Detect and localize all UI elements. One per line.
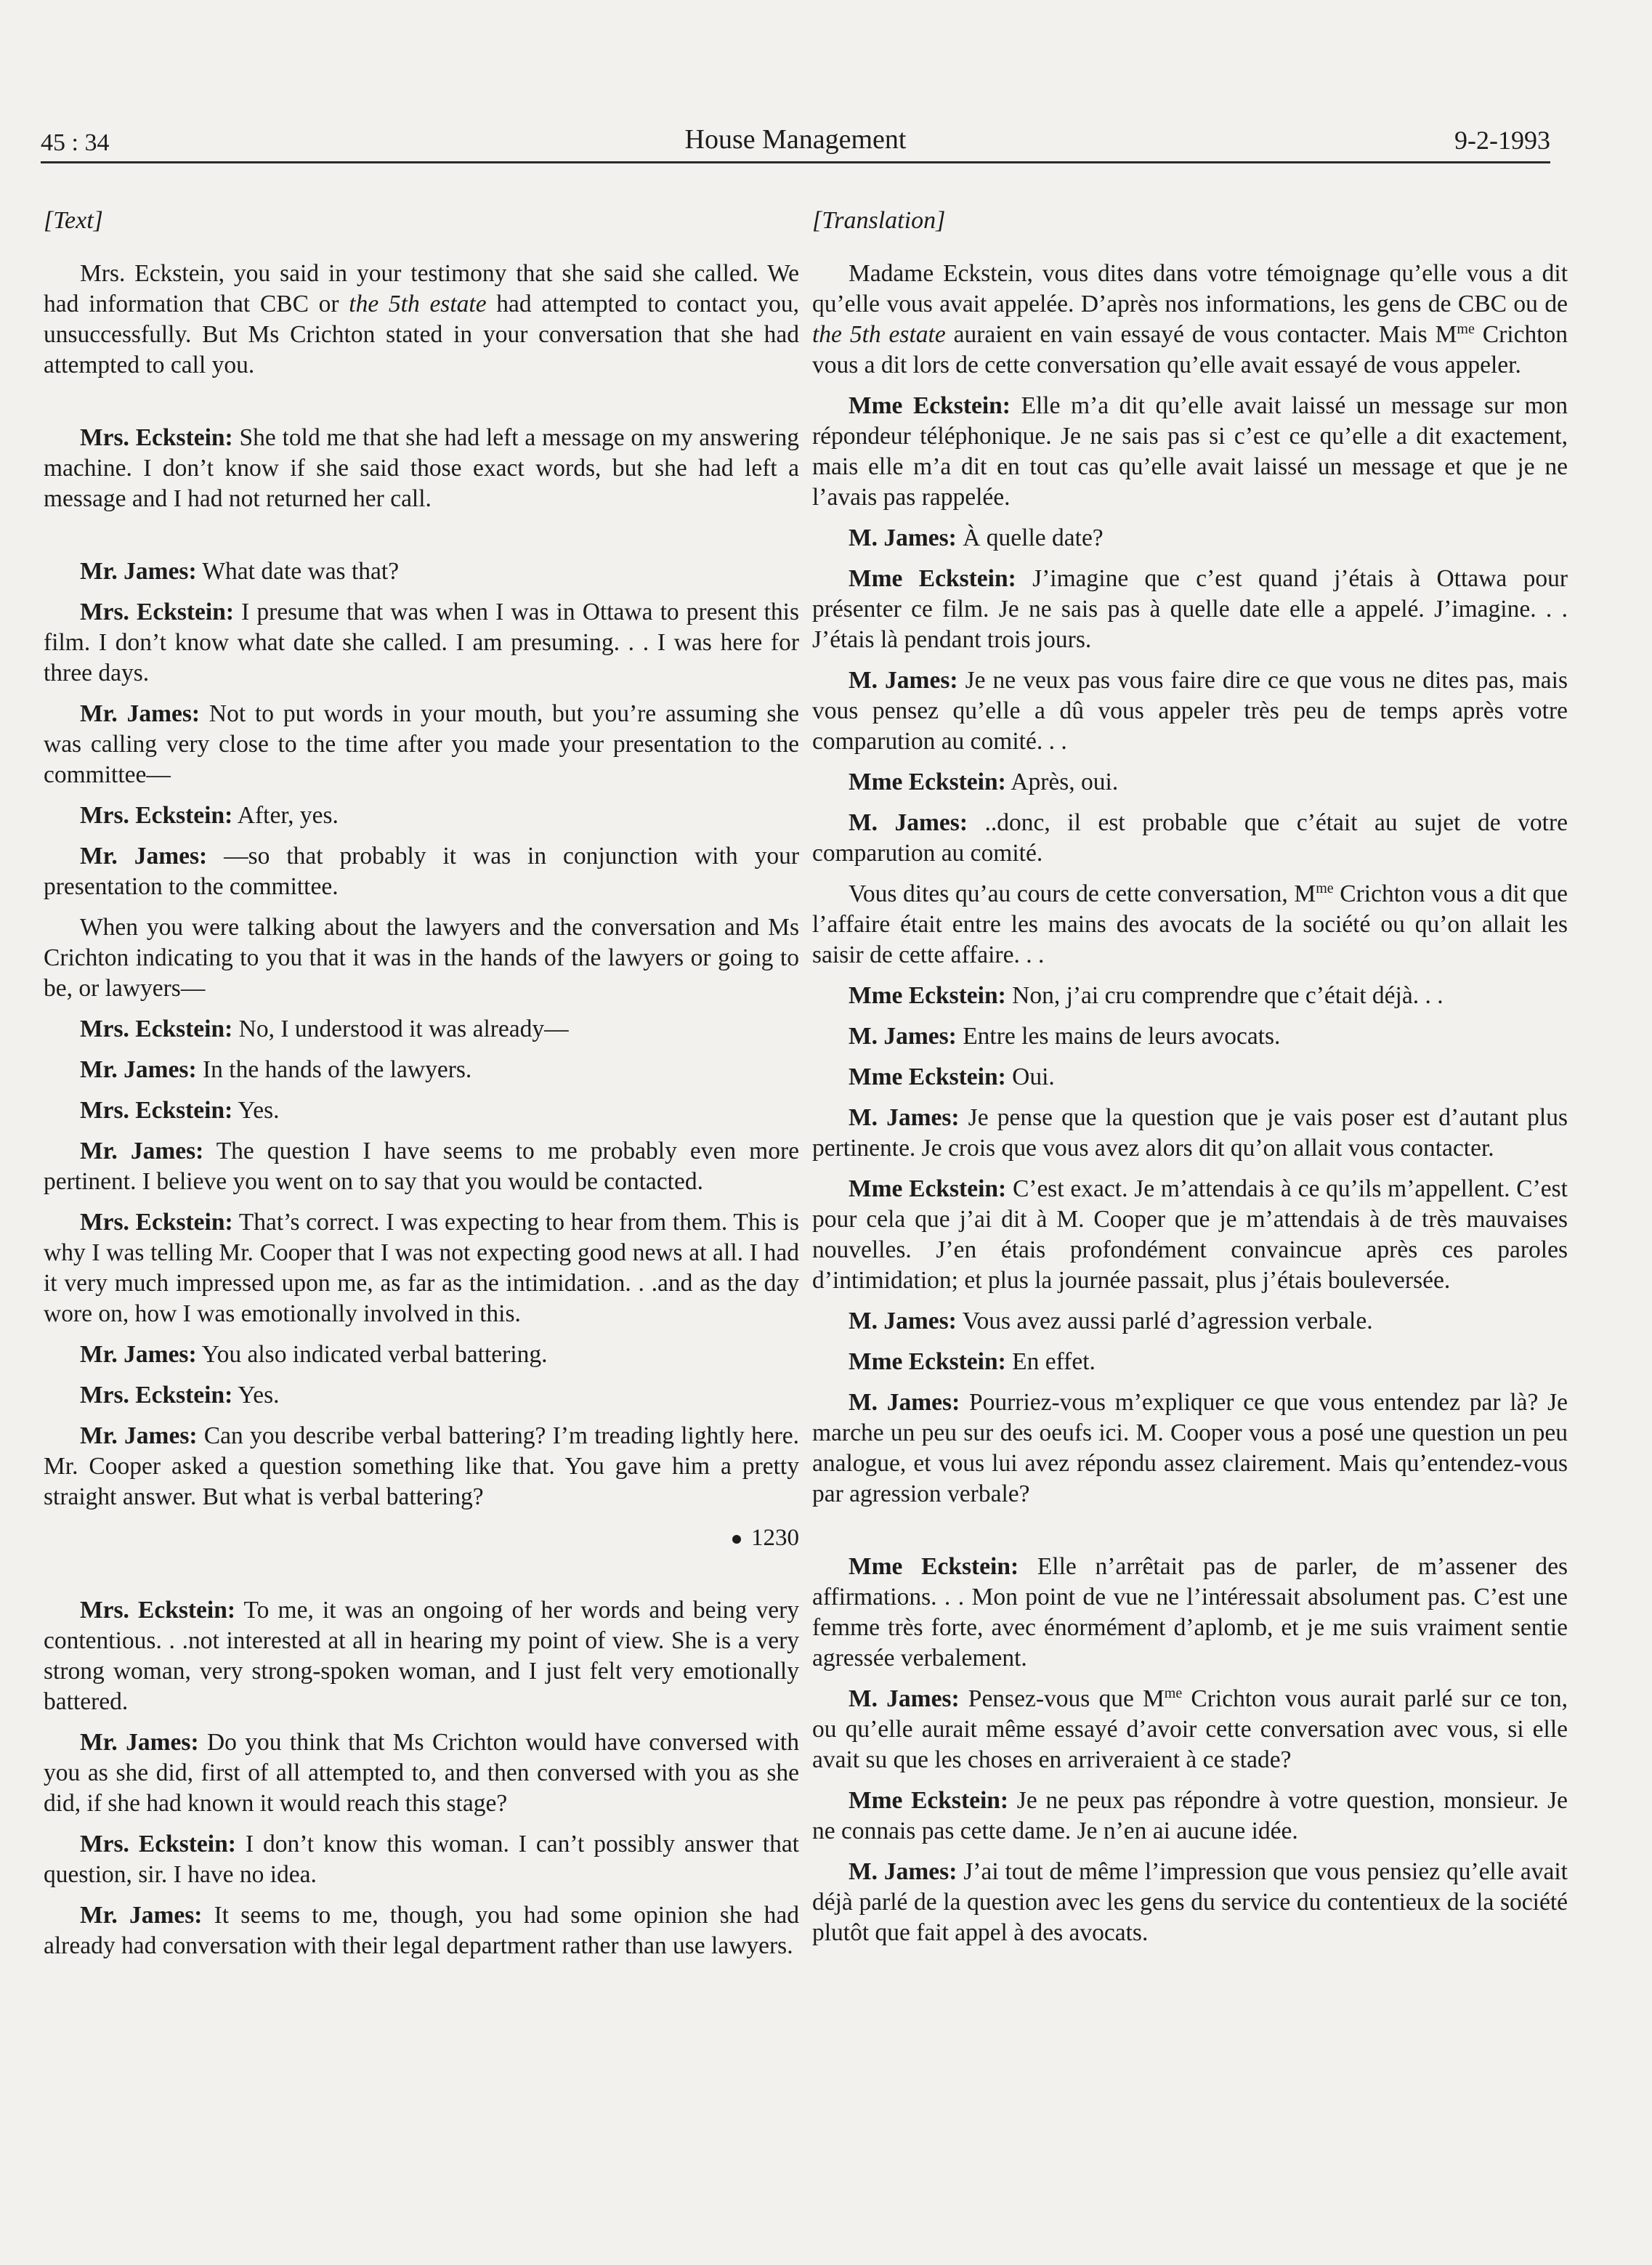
paragraph: M. James: Vous avez aussi parlé d’agression verbale. [849, 1308, 1373, 1334]
speaker: Mrs. Eckstein: [80, 1016, 233, 1042]
paragraph: M. James: Je pense que la question que je vais poser est d’autant plus pertinente. Je crois que vous avez alors dit qu’on allait vous contacter. [812, 1104, 1568, 1162]
english-column [44, 205, 799, 1972]
paragraph: Mme Eckstein: Oui. [849, 1063, 1055, 1090]
column-tag: [Translation] [812, 207, 946, 234]
paragraph: Mme Eckstein: Elle n’arrêtait pas de parler, de m’assener des affirmations. . . Mon point de vue ne l’intéressait absolument pas. C’est une femme très forte, avec énormément d’aplomb, et je me suis vraiment sentie agressée verbalement. [812, 1553, 1568, 1672]
paragraph: Mrs. Eckstein: I presume that was when I was in Ottawa to present this film. I don’t know what date she called. I am presuming. . . I was here for three days. [44, 599, 799, 686]
page-date: 9-2-1993 [1454, 126, 1550, 155]
speaker: Mme Eckstein: [849, 1063, 1006, 1090]
paragraph: Mrs. Eckstein: No, I understood it was already— [80, 1016, 569, 1042]
speaker: Mrs. Eckstein: [80, 1209, 233, 1236]
speaker: M. James: [849, 1308, 957, 1334]
paragraph: M. James: Entre les mains de leurs avocats. [849, 1023, 1281, 1050]
paragraph: Mr. James: It seems to me, though, you had some opinion she had already had conversation with their legal department rather than use lawyers. [44, 1902, 799, 1959]
speaker: Mr. James: [80, 1729, 199, 1756]
speaker: Mr. James: [80, 558, 197, 585]
paragraph: Mr. James: —so that probably it was in conjunction with your presentation to the committee. [44, 843, 799, 900]
speaker: M. James: [849, 1685, 960, 1712]
paragraph: Mrs. Eckstein: After, yes. [80, 802, 339, 829]
speaker: Mrs. Eckstein: [80, 1831, 236, 1857]
paragraph: M. James: Pensez-vous que $M^{me}$ Crichton vous aurait parlé sur ce ton, ou qu’elle aurait même essayé d’avoir cette conversation avec vous, si elle avait su que les choses en arriveraient à ce stade? [812, 1685, 1568, 1773]
paragraph: Mme Eckstein: Après, oui. [849, 769, 1119, 795]
paragraph: M. James: J’ai tout de même l’impression que vous pensiez qu’elle avait déjà parlé de la question avec les gens du service du contentieux de la société plutôt que fait appel à des avocats. [812, 1858, 1568, 1946]
speaker: Mme Eckstein: [849, 392, 1011, 419]
speaker: Mme Eckstein: [849, 982, 1006, 1009]
paragraph: Mr. James: Do you think that Ms Crichton would have conversed with you as she did, first of all attempted to, and then conversed with you as she did, if she had known it would reach this stage? [44, 1729, 799, 1817]
speaker: Mrs. Eckstein: [80, 599, 234, 625]
paragraph: Mme Eckstein: J’imagine que c’est quand j’étais à Ottawa pour présenter ce film. Je ne sais pas à quelle date elle a appelé. J’imagine. . . J’étais là pendant trois jours. [812, 565, 1568, 653]
time-marker: 1230 [44, 1523, 799, 1553]
speaker: Mr. James: [80, 1902, 203, 1929]
paragraph: Mrs. Eckstein, you said in your testimony that she said she called. We had information that CBC or the 5th estate had attempted to contact you, unsuccessfully. But Ms Crichton stated in your conversation that she had attempted to call you. [44, 260, 800, 378]
paragraph: Mr. James: In the hands of the lawyers. [80, 1056, 472, 1083]
speaker: M. James: [849, 1023, 957, 1050]
speaker: M. James: [849, 1104, 960, 1131]
running-title: House Management [684, 124, 907, 155]
paragraph: Mr. James: You also indicated verbal battering. [80, 1341, 548, 1368]
paragraph: Mrs. Eckstein: That’s correct. I was expecting to hear from them. This is why I was telling Mr. Cooper that I was not expecting good news at all. I had it very much impressed upon me, as far as the intimidation. . .and as the day wore on, how I was emotionally involved in this. [44, 1209, 799, 1327]
speaker: Mme Eckstein: [849, 565, 1016, 592]
column-tag: [Text] [44, 207, 103, 234]
paragraph: When you were talking about the lawyers and the conversation and Ms Crichton indicating to you that it was in the hands of the lawyers or going to be, or lawyers— [44, 914, 799, 1002]
page-number: 45 : 34 [41, 129, 110, 156]
paragraph: Mrs. Eckstein: She told me that she had left a message on my answering machine. I don’t know if she said those exact words, but she had left a message and I had not returned her call. [44, 424, 799, 512]
speaker: Mme Eckstein: [849, 769, 1006, 795]
french-column [812, 205, 1568, 1958]
speaker: Mr. James: [80, 1138, 204, 1164]
speaker: Mr. James: [80, 1341, 197, 1368]
paragraph: Mme Eckstein: Je ne peux pas répondre à votre question, monsieur. Je ne connais pas cette dame. Je n’en ai aucune idée. [812, 1787, 1568, 1844]
speaker: Mr. James: [80, 843, 208, 870]
page-header [41, 116, 1550, 163]
speaker: Mme Eckstein: [849, 1787, 1009, 1814]
speaker: M. James: [849, 1858, 957, 1885]
paragraph: M. James: À quelle date? [849, 524, 1104, 551]
speaker: Mme Eckstein: [849, 1348, 1006, 1375]
paragraph: Mme Eckstein: C’est exact. Je m’attendais à ce qu’ils m’appellent. C’est pour cela que j’ai dit à M. Cooper que je m’attendais à de très mauvaises nouvelles. J’en étais profondément convaincue après ces paroles d’intimidation; et plus la journée passait, plus j’étais bouleversée. [812, 1175, 1568, 1294]
paragraph: Vous dites qu’au cours de cette conversation, $M^{me}$ Crichton vous a dit que l’affaire était entre les mains des avocats de la société ou qu’on allait les saisir de cette affaire. . . [812, 880, 1568, 968]
speaker: M. James: [849, 524, 957, 551]
speaker: Mme Eckstein: [849, 1553, 1019, 1580]
paragraph: M. James: Pourriez-vous m’expliquer ce que vous entendez par là? Je marche un peu sur des oeufs ici. M. Cooper vous a posé une question un peu analogue, et vous lui avez répondu assez clairement. Mais qu’entendez-vous par agression verbale? [812, 1389, 1568, 1507]
speaker: Mrs. Eckstein: [80, 424, 233, 451]
paragraph: Mrs. Eckstein: Yes. [80, 1382, 280, 1409]
paragraph: M. James: ..donc, il est probable que c’était au sujet de votre comparution au comité. [812, 809, 1568, 867]
paragraph: Mrs. Eckstein: To me, it was an ongoing of her words and being very contentious. . .not interested at all in hearing my point of view. She is a very strong woman, very strong-spoken woman, and I just felt very emotionally battered. [44, 1597, 799, 1715]
paragraph: Mrs. Eckstein: Yes. [80, 1097, 280, 1124]
paragraph: M. James: Je ne veux pas vous faire dire ce que vous ne dites pas, mais vous pensez qu’elle a dû vous appeler très peu de temps après votre comparution au comité. . . [812, 667, 1568, 755]
speaker: M. James: [849, 667, 958, 694]
paragraph: Mme Eckstein: Elle m’a dit qu’elle avait laissé un message sur mon répondeur téléphonique. Je ne sais pas si c’est ce qu’elle a dit exactement, mais elle m’a dit en tout cas qu’elle avait laissé un message et que je ne l’avais pas rappelée. [812, 392, 1568, 511]
paragraph: Mrs. Eckstein: I don’t know this woman. I can’t possibly answer that question, sir. I have no idea. [44, 1831, 799, 1888]
speaker: Mr. James: [80, 1422, 198, 1449]
paragraph: Mr. James: Can you describe verbal battering? I’m treading lightly here. Mr. Cooper asked a question something like that. You gave him a pretty straight answer. But what is verbal battering? [44, 1422, 799, 1510]
speaker: Mr. James: [80, 1056, 197, 1083]
speaker: Mr. James: [80, 700, 201, 727]
paragraph: Mr. James: What date was that? [80, 558, 400, 585]
speaker: Mrs. Eckstein: [80, 802, 233, 829]
speaker: Mrs. Eckstein: [80, 1597, 236, 1624]
bullet-icon [732, 1535, 741, 1544]
speaker: Mme Eckstein: [849, 1175, 1007, 1202]
speaker: Mrs. Eckstein: [80, 1097, 233, 1124]
paragraph: Mr. James: Not to put words in your mouth, but you’re assuming she was calling very close to the time after you made your presentation to the committee— [44, 700, 799, 788]
speaker: Mrs. Eckstein: [80, 1382, 233, 1409]
speaker: M. James: [849, 809, 968, 836]
paragraph: Mme Eckstein: En effet. [849, 1348, 1096, 1375]
paragraph: Madame Eckstein, vous dites dans votre témoignage qu’elle vous a dit qu’elle vous avait appelée. D’après nos informations, les gens de CBC ou de the 5th estate auraient en vain essayé de vous contacter. Mais $M^{me}$ Crichton vous a dit lors de cette conversation qu’elle avait essayé de vous appeler. [812, 260, 1568, 378]
paragraph: Mme Eckstein: Non, j’ai cru comprendre que c’était déjà. . . [849, 982, 1444, 1009]
speaker: M. James: [849, 1389, 960, 1416]
paragraph: Mr. James: The question I have seems to me probably even more pertinent. I believe you went on to say that you would be contacted. [44, 1138, 799, 1195]
